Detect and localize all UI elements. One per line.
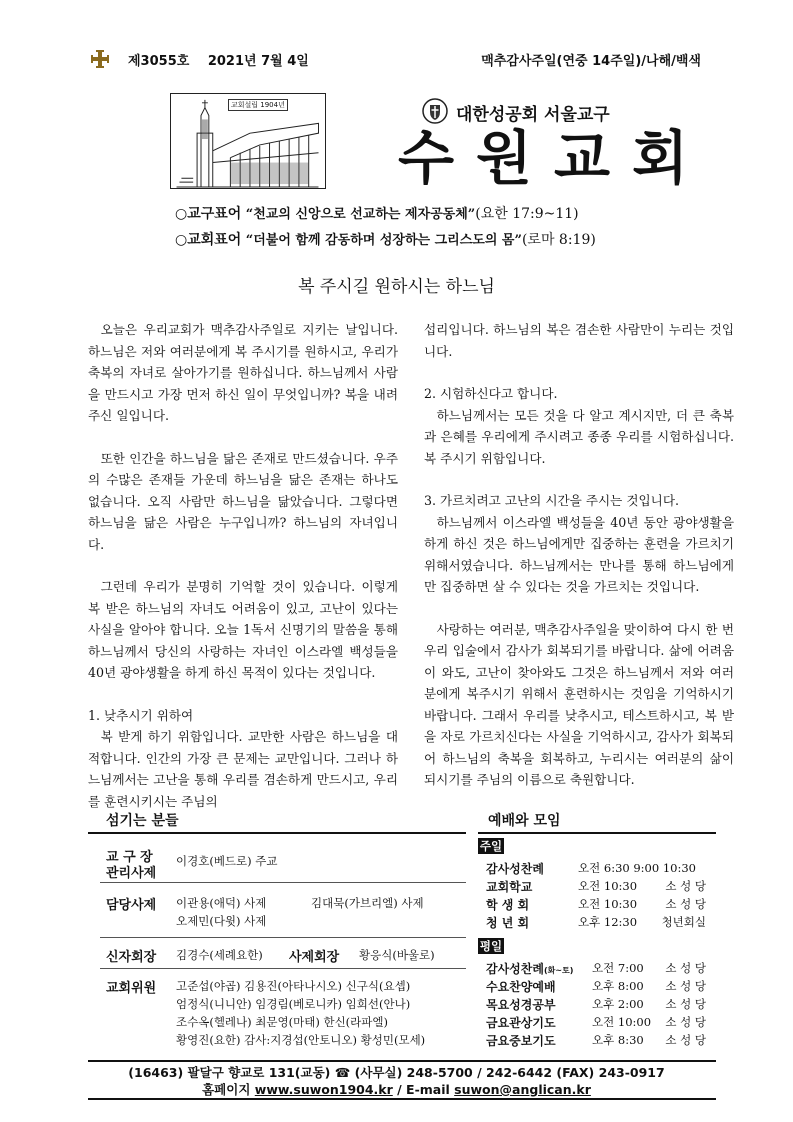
servers-title: 섬기는 분들 <box>106 813 179 829</box>
worship-name: 청 년 회 <box>486 916 530 930</box>
divider <box>88 1098 716 1100</box>
worship-place: 소 성 당 <box>665 997 706 1011</box>
email-label: / E-mail <box>397 1082 450 1097</box>
motto-text: “더불어 함께 감동하며 성장하는 그리스도의 몸” <box>245 233 522 248</box>
worship-time: 오전 6:30 9:00 10:30 <box>578 861 696 875</box>
worship-name: 목요성경공부 <box>486 998 556 1012</box>
worship-row <box>486 896 716 913</box>
divider <box>88 1060 716 1062</box>
server-value: 김경수(세례요한) <box>176 948 263 962</box>
email-link[interactable]: suwon@anglican.kr <box>454 1082 591 1097</box>
divider <box>100 968 466 969</box>
issue-number: 제3055호 <box>128 54 190 69</box>
worship-time: 오후 8:30 <box>592 1033 644 1047</box>
worship-row <box>486 878 716 895</box>
sermon-heading: 2. 시험하신다고 합니다. <box>424 386 558 401</box>
diocese-motto <box>175 203 579 223</box>
server-value: 황응식(바울로) <box>359 948 435 962</box>
worship-title: 예배와 모임 <box>488 813 561 829</box>
church-motto <box>175 229 596 249</box>
server-value: 고준섭(야곱) 김용진(아타나시오) 신구식(요셉) <box>176 979 411 993</box>
sermon-paragraph: 사랑하는 여러분, 맥추감사주일을 맞이하여 다시 한 번 우리 입술에서 감사가 회복되기를 바랍니다. 삶에 어려움이 와도, 고난이 찾아와도 그것은 하느님께서 저와 여러분에게 복주시기 위해서 훈련하시는 것임을 기억하시기 바랍니다. 그래서 우리를 낮추시고, 테스트하시고, 복 받을 자로 가르치신다는 사실을 기억하시고, 감사가 회복되어 하느님의 축복을 회복하고, 누리시는 여러분의 삶이 되시기를 주님의 이름으로 축원합니다. <box>424 621 734 787</box>
cross-icon <box>91 50 109 68</box>
divider <box>100 937 466 938</box>
worship-place: 소 성 당 <box>665 979 706 993</box>
worship-time: 오전 10:00 <box>592 1015 652 1029</box>
divider <box>100 882 466 883</box>
homepage-link[interactable]: www.suwon1904.kr <box>254 1082 393 1097</box>
motto-label: ○교회표어 <box>175 232 242 248</box>
server-value: 조수옥(헬레나) 최문영(마태) 한신(라파엘) <box>176 1015 388 1029</box>
worship-time: 오전 10:30 <box>578 897 638 911</box>
worship-name: 교회학교 <box>486 880 533 894</box>
worship-row <box>486 996 716 1013</box>
sunday-badge: 주일 <box>479 839 503 853</box>
worship-row <box>486 960 716 977</box>
worship-time: 오후 8:00 <box>592 979 644 993</box>
weekday-badge: 평일 <box>479 939 503 953</box>
sermon-heading: 3. 가르치려고 고난의 시간을 주시는 것입니다. <box>424 493 680 508</box>
sermon-paragraph: 하느님께서 이스라엘 백성들을 40년 동안 광야생활을 하게 하신 것은 하느님에게만 집중하는 훈련을 가르치기 위해서였습니다. 하느님께서는 만나를 통해 하느님에게만 집중하면 살 수 있다는 것을 가르치는 것입니다. <box>424 514 734 594</box>
worship-time: 오전 7:00 <box>592 961 644 975</box>
motto-text: “천교의 신앙으로 선교하는 제자공동체” <box>245 207 476 222</box>
server-value: 황영진(요한) 감사:지경섭(안토니오) 황성민(모세) <box>176 1033 426 1047</box>
divider <box>88 832 466 834</box>
server-value: 엄정식(니니안) 임경림(베로니카) 임희선(안나) <box>176 997 411 1011</box>
server-label: 교 구 장 <box>106 850 153 865</box>
worship-name: 학 생 회 <box>486 898 530 912</box>
church-name: 수원교회 <box>398 124 711 192</box>
sermon-paragraph: 또한 인간을 하느님을 닮은 존재로 만드셨습니다. 우주의 수많은 존재들 가운데 하느님을 닮은 존재는 하나도 없습니다. 오직 사람만 하느님을 닮았습니다. 그렇다면 하느님을 닮은 사람은 누구입니까? 하느님의 자녀입니다. <box>88 450 398 552</box>
server-value: 오제민(다윗) 사제 <box>176 914 267 928</box>
motto-label: ○교구표어 <box>175 206 242 222</box>
diocese-seal-icon <box>422 98 448 124</box>
server-label: 신자회장 <box>106 950 157 965</box>
server-value: 이관용(애덕) 사제 <box>176 896 267 910</box>
motto-ref: (로마 8:19) <box>521 232 596 248</box>
worship-place: 소 성 당 <box>665 961 706 975</box>
homepage-label: 홈페이지 <box>202 1082 251 1097</box>
worship-place: 소 성 당 <box>665 1033 706 1047</box>
worship-row <box>486 914 716 931</box>
sermon-paragraph: 그런데 우리가 분명히 기억할 것이 있습니다. 이렇게 복 받은 하느님의 자녀도 어려움이 있고, 고난이 있다는 사실을 알아야 합니다. 오늘 1독서 신명기의 말씀을 통해 하느님께서 당신의 사랑하는 자녀인 이스라엘 백성들을 40년 광야생활을 하게 하신 목적이 있다는 것입니다. <box>88 579 398 680</box>
established-label: 교회설립 1904년 <box>228 99 288 111</box>
divider <box>478 832 716 834</box>
server-label: 담당사제 <box>106 898 157 913</box>
sermon-column-left <box>88 319 398 812</box>
motto-ref: (요한 17:9~11) <box>475 206 579 222</box>
contact-web <box>0 1080 793 1098</box>
worship-place: 소 성 당 <box>665 897 706 911</box>
issue-line <box>128 50 323 69</box>
worship-name: 감사성찬례 <box>486 862 544 876</box>
sermon-paragraph: 하느님께서는 모든 것을 다 알고 계시지만, 더 큰 축복과 은혜를 우리에게 주시려고 종종 우리를 시험하십니다. 복 주시기 위함입니다. <box>424 407 734 466</box>
worship-time: 오전 10:30 <box>578 879 638 893</box>
sermon-title: 복 주시길 원하시는 하느님 <box>298 277 495 297</box>
worship-row <box>486 860 716 877</box>
worship-row <box>486 1032 716 1049</box>
worship-name: 금요관상기도 <box>486 1016 556 1030</box>
worship-name: 금요중보기도 <box>486 1034 556 1048</box>
liturgical-day: 맥추감사주일(연중 14주일)/나해/백색 <box>481 54 701 69</box>
server-label: 사제회장 <box>289 950 340 965</box>
contact-address: (16463) 팔달구 향교로 131(교동) ☎ (사무실) 248-5700 / 242-6442 (FAX) 243-0917 <box>128 1065 665 1080</box>
diocese-name: 대한성공회 서울교구 <box>456 105 610 125</box>
worship-row <box>486 978 716 995</box>
server-label: 교회위원 <box>106 981 157 996</box>
worship-row <box>486 1014 716 1031</box>
server-label: 관리사제 <box>106 866 157 881</box>
worship-name: 감사성찬례(화~토) <box>486 962 574 976</box>
sermon-paragraph: 오늘은 우리교회가 맥추감사주일로 지키는 날입니다. 하느님은 저와 여러분에게 복 주시기를 원하시고, 우리가 축복의 자녀로 살아가기를 원하십니다. 하느님께서 사람을 만드시고 가장 먼저 하신 일이 무엇입니까? 복을 내려 주신 일입니다. <box>88 322 398 423</box>
worship-time: 오후 12:30 <box>578 915 638 929</box>
issue-date: 2021년 7월 4일 <box>207 54 309 69</box>
worship-place: 소 성 당 <box>665 1015 706 1029</box>
server-value: 이경호(베드로) 주교 <box>176 854 278 868</box>
sermon-paragraph: 복 받게 하기 위함입니다. 교만한 사람은 하느님을 대적합니다. 인간의 가장 큰 문제는 교만입니다. 그러나 하느님께서는 고난을 통해 우리를 겸손하게 만드시고, 우리를 훈련시키시는 주님의 <box>88 729 398 809</box>
worship-name: 수요찬양예배 <box>486 980 556 994</box>
worship-time: 오후 2:00 <box>592 997 644 1011</box>
sermon-heading: 1. 낮추시기 위하여 <box>88 707 194 723</box>
server-value: 김대묵(가브리엘) 사제 <box>311 896 424 910</box>
sermon-column-right <box>424 319 734 791</box>
sermon-paragraph: 섭리입니다. 하느님의 복은 겸손한 사람만이 누리는 것입니다. <box>424 322 734 359</box>
worship-place: 청년회실 <box>661 915 706 929</box>
worship-place: 소 성 당 <box>665 879 706 893</box>
